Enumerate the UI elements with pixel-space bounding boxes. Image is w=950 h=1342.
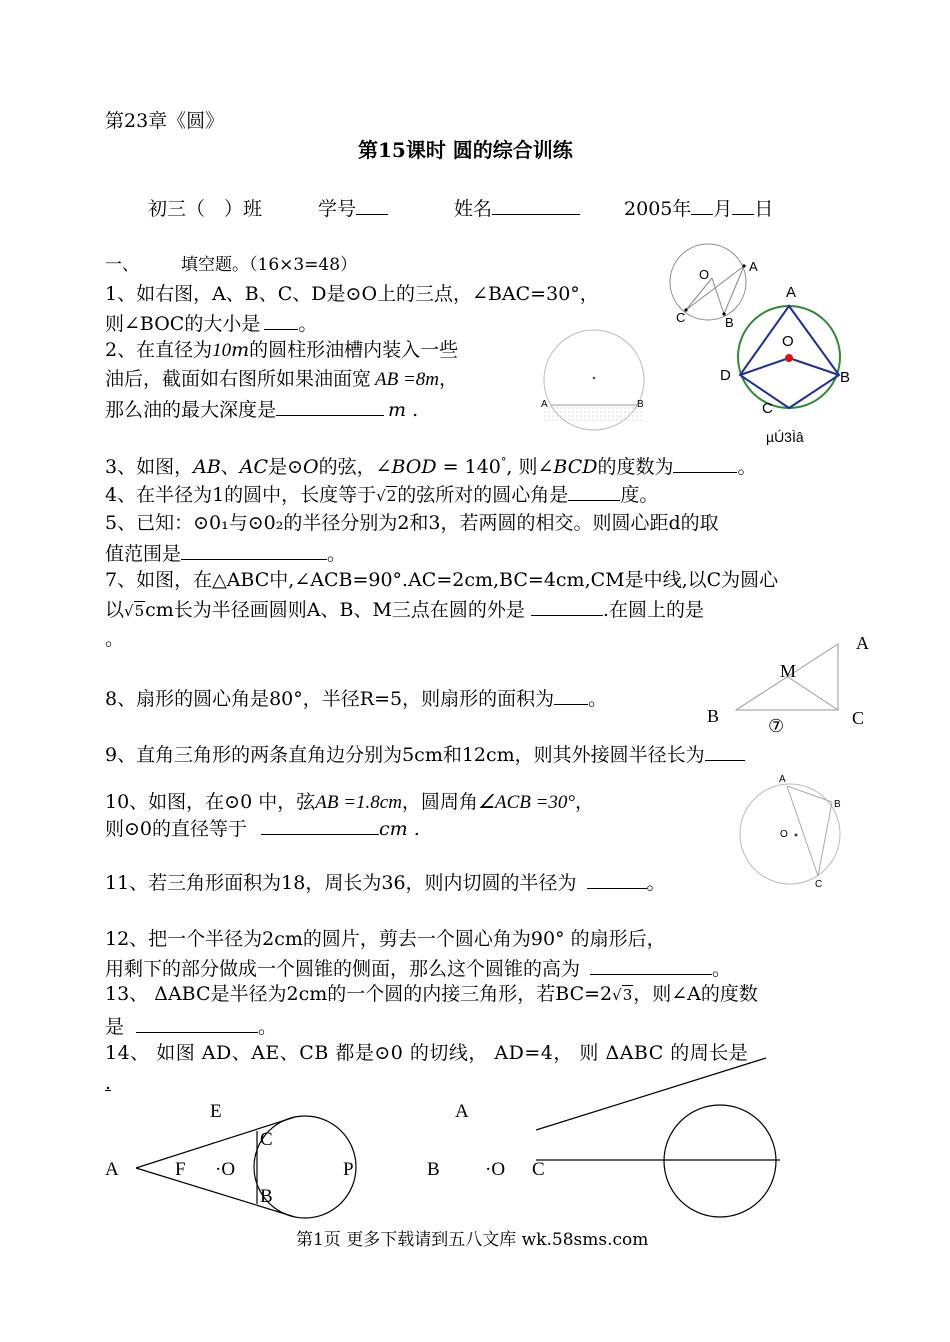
fig-main-label-b: B [840,369,851,386]
q8-answer-blank[interactable] [554,688,588,705]
question-3 [105,456,757,477]
q3-c: 、 [220,456,240,478]
fig15-label-o: ·O [485,1159,506,1180]
fig1-label-o: O [699,267,710,282]
fig1-label-c: C [676,310,686,325]
q1-text: 则∠BOC的大小是 [105,313,261,335]
q3-m: 的度数为 [597,456,674,478]
q7-c: .在圆上的是 [602,599,704,621]
q2-unit: m [231,339,250,361]
q7-sqrt-value: 5 [134,602,145,620]
q3-degree: ° [500,455,507,469]
q11-answer-blank[interactable] [587,872,647,889]
q13-b: ，则∠A的度数 [633,983,758,1005]
fig2-label-b: B [637,399,644,410]
day-label: 日 [754,198,774,220]
q2-diameter: 10 [212,340,232,361]
q5-answer-blank[interactable] [181,543,327,560]
question-2-line-1 [105,341,458,360]
sqrt-symbol: √2 [376,487,397,505]
fig7-label-b: B [707,706,720,726]
question-7-line-3: 。 [105,628,125,650]
q3-answer-blank[interactable] [673,456,737,473]
q1-answer-blank[interactable] [264,313,298,330]
fig14-label-f: F [175,1159,186,1180]
q13-sqrt-value: 3 [622,986,633,1004]
q12-end: 。 [712,958,732,980]
fig7-label-m: M [780,661,797,681]
q2-ab: AB =8m [375,369,440,390]
q2-text-a: 2、在直径为 [105,339,213,361]
day-blank[interactable] [732,198,754,215]
id-blank[interactable] [356,198,388,215]
q3-o: O [302,456,319,478]
id-label: 学号 [318,198,357,220]
q3-a: 3、如图， [105,456,194,478]
name-label: 姓名 [454,198,493,220]
student-info [148,198,773,219]
question-13-line-2 [105,1016,277,1037]
fig14-label-e: E [210,1101,222,1122]
fig14-label-a: A [105,1159,119,1180]
question-7-line-2 [105,599,704,620]
q1-end: 。 [298,313,318,335]
fig1-label-a: A [749,259,758,274]
q7-b: cm长为半径画圆则A、B、M三点在圆的外是 [145,599,525,621]
q3-value: = 140 [436,456,501,478]
figure-q15-circle [530,1050,800,1230]
name-blank[interactable] [492,198,580,215]
q9-text: 9、直角三角形的两条直角边分别为5cm和12cm，则其外接圆半径长为 [105,744,705,766]
q11-end: 。 [646,872,666,894]
fig14-label-b: B [260,1186,273,1207]
question-10-line-2 [105,818,420,839]
fig14-label-c: C [260,1129,273,1150]
q8-text: 8、扇形的圆心角是80°，半径R=5，则扇形的面积为 [105,688,555,710]
q10-b: ，圆周角 [401,791,478,813]
q3-g: 的弦，∠ [318,456,392,478]
q7-a: 以 [105,599,125,621]
q3-bod: BOD [391,456,437,478]
question-12-line-2 [105,958,731,979]
fig10-label-a: A [779,774,786,785]
page-title: 第15课时 圆的综合训练 [358,138,573,162]
question-5-line-2 [105,543,346,564]
question-2-line-2 [105,370,458,389]
chapter-title: 第23章《圆》 [105,110,225,132]
year-label: 2005年 [624,198,692,220]
q10-answer-blank[interactable] [261,818,379,835]
q11-text: 11、若三角形面积为18，周长为36，则内切圆的半径为 [105,872,577,894]
q3-ac: AC [239,456,269,478]
question-8 [105,688,607,709]
question-12-line-1: 12、把一个半径为2cm的圆片，剪去一个圆心角为90° 的扇形后， [105,928,666,950]
fig10-label-c: C [815,879,823,890]
q2-end: m . [388,399,419,421]
q3-bcd: BCD [553,456,598,478]
fig15-label-a: A [455,1101,469,1122]
fig-main-label-d: D [720,367,731,384]
fig1-label-b: B [725,315,734,330]
question-7-line-1: 7、如图，在△ABC中,∠ACB=90°.AC=2cm,BC=4cm,CM是中线,以C为圆心 [105,569,779,591]
q4-end: 度。 [620,484,659,506]
question-14-line-2: . [105,1072,112,1094]
q8-end: 。 [588,688,608,710]
fig14-label-o: ·O [215,1159,236,1180]
q5-end: 。 [327,543,347,565]
class-label: 初三（ ）班 [148,198,263,220]
q4-answer-blank[interactable] [568,484,620,501]
fig10-label-b: B [834,799,841,810]
fig14-label-p: P [343,1159,354,1180]
q4-sqrt-value: 2 [386,487,397,505]
fig15-label-c: C [532,1159,545,1180]
q3-k: , 则∠ [506,456,554,478]
q4-a: 4、在半径为1的圆中，长度等于 [105,484,377,506]
q2-text-b: 的圆柱形油槽内装入一些 [249,339,459,361]
section-number: 一、 [105,255,139,275]
fig-main-caption: µÚ3Ìâ [766,429,804,445]
figure-q2-oil-tank [538,328,650,440]
q2-text-d: 那么油的最大深度是 [105,399,277,421]
q2-comma: ， [439,368,459,390]
figure-q10-circle [738,780,844,888]
fig-main-label-o: O [782,333,794,350]
question-9 [105,744,745,765]
q12-answer-blank[interactable] [590,958,712,975]
q12-text: 用剩下的部分做成一个圆锥的侧面，那么这个圆锥的高为 [105,958,581,980]
section-heading [105,257,357,274]
q3-ab: AB [193,456,221,478]
fig-main-label-a: A [786,284,797,301]
question-1-line-2 [105,313,317,334]
q7-outside-blank[interactable] [531,599,603,616]
q13-end: 。 [258,1016,278,1038]
q2-text-c: 油后，截面如右图所如果油面宽 [105,368,372,390]
q10-d: 则⊙0的直径等于 [105,818,248,840]
sqrt-symbol: √3 [612,986,633,1004]
month-blank[interactable] [691,198,713,215]
q3-e: 是⊙ [268,456,303,478]
q10-a: 10、如图，在⊙0 中，弦 [105,791,316,813]
figure-q3-circle [732,300,851,416]
question-13-line-1 [105,985,758,1004]
q10-c: ， [575,791,595,813]
question-1-line-1: 1、如右图，A、B、C、D是⊙O上的三点，∠BAC=30°， [105,283,599,305]
fig7-number: ⑦ [768,716,785,736]
fig2-label-a: A [541,399,548,410]
fig7-label-c: C [852,708,865,728]
fig-main-label-c: C [762,400,773,417]
figure-q14-tangents [100,1090,400,1230]
q3-end: 。 [737,456,757,478]
question-5-line-1: 5、已知：⊙0₁与⊙0₂的半径分别为2和3，若两圆的相交。则圆心距d的取 [105,512,719,534]
fig15-label-b: B [427,1159,440,1180]
fig7-label-a: A [856,633,869,653]
q4-b: 的弦所对的圆心角是 [397,484,569,506]
page-footer: 第1页 更多下载请到五八文库 wk.58sms.com [296,1230,649,1250]
q10-end: cm . [379,818,420,840]
question-2-line-3 [105,399,418,420]
question-10-line-1 [105,793,594,812]
q10-ab: AB =1.8cm [315,792,402,813]
q5-text: 值范围是 [105,543,182,565]
month-label: 月 [713,198,733,220]
q13-answer-blank[interactable] [136,1016,258,1033]
q2-answer-blank[interactable] [276,399,384,416]
q9-answer-blank[interactable] [705,744,745,761]
fig10-label-o: O [780,829,788,840]
section-label: 填空题。（16×3=48） [181,255,358,275]
question-14-line-1: 14、 如图 AD、AE、CB 都是⊙0 的切线， AD=4， 则 ΔABC 的周长是 [105,1042,749,1064]
q13-a: 13、 ΔABC是半径为2cm的一个圆的内接三角形，若BC=2 [105,983,613,1005]
question-4 [105,484,658,505]
q13-c: 是 [105,1016,125,1038]
q10-angle: ∠ACB =30° [477,792,576,813]
sqrt-symbol: √5 [124,602,145,620]
question-11 [105,872,666,893]
